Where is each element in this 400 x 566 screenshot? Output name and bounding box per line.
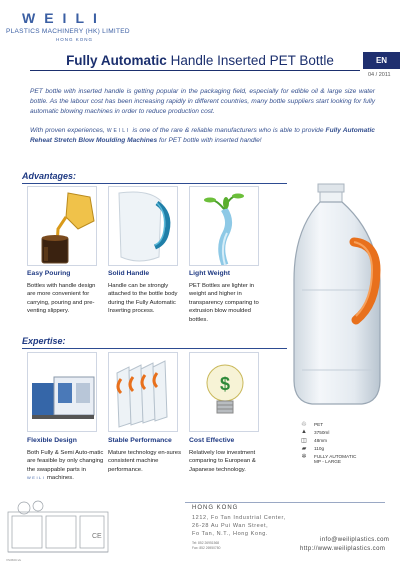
title-rest: Handle Inserted PET Bottle (166, 53, 334, 68)
advantage-3-title: Light Weight (189, 270, 231, 277)
spec-row (300, 436, 396, 444)
address-line-1: 1212, Fo Tan Industrial Center, (192, 515, 286, 521)
expertise-2-text: Mature technology en-sures consistent machine performance. (108, 450, 182, 473)
footer-rule (185, 502, 385, 503)
company-city: HONG KONG (56, 37, 94, 42)
brand-inline: WEILI (106, 128, 131, 134)
advantage-1-text: Bottles with handle design are more convenient for carrying, pouring and pre-venting slippery. (27, 283, 96, 315)
easy-pouring-image (27, 186, 97, 266)
intro-paragraph-1: PET bottle with inserted handle is getting popular in the packaging field, especially for edible oil & large size water bottle. As the labour cost has been increasing rapidly in different countries, many bottle suppliers start looking for fully automatic blowing machines in order to reduce production cost. (30, 88, 375, 115)
spec-model: MP - LARGE (314, 458, 342, 464)
address-line-2: 26-28 Au Pui Wan Street, (192, 523, 269, 529)
advantage-2-title: Solid Handle (108, 270, 150, 277)
company-name: PLASTICS MACHINERY (HK) LIMITED (6, 28, 130, 35)
intro-bold: Fully Automatic Reheat Stretch Blow Moulding Machines (30, 127, 375, 144)
spec-mode: FULLY AUTOMATIC (314, 453, 357, 459)
email-link[interactable]: info@weiliplastics.com (320, 537, 390, 543)
expertise-3-title: Cost Effective (189, 437, 235, 444)
volume-icon: ▲ (301, 429, 307, 435)
advantage-1-title: Easy Pouring (27, 270, 71, 277)
spec-weight: 110g (314, 445, 325, 451)
language-badge: EN (363, 52, 400, 69)
stable-performance-image (108, 352, 178, 432)
advantages-rule (22, 183, 287, 184)
advantages-heading: Advantages: (22, 171, 77, 181)
intro-text: for PET bottle with inserted handle! (157, 137, 262, 144)
issue-date: 04 / 2011 (368, 72, 391, 78)
intro-text: is one of the rare & reliable manufacturers who is able to provide (130, 127, 326, 134)
neck-icon: ◫ (301, 437, 307, 444)
expertise-heading: Expertise: (22, 336, 66, 346)
expertise-rule (22, 348, 287, 349)
expertise-1-text-b: machines. (45, 475, 74, 482)
title-rule (30, 70, 360, 71)
fax: Fax: 852 26950780 (192, 546, 221, 550)
office-city: HONG KONG (192, 505, 239, 511)
address-line-3: Fo Tan, N.T., Hong Kong. (192, 531, 269, 537)
expertise-1-text (27, 449, 105, 483)
svg-text:$: $ (219, 374, 231, 394)
expertise-1-title: Flexible Design (27, 437, 77, 444)
machine-drawing (4, 498, 116, 558)
flexible-design-image (27, 352, 97, 432)
machine-icon: ✲ (301, 453, 307, 460)
weight-icon: ▰ (301, 445, 307, 452)
logo-wordmark: WEILI (22, 10, 106, 26)
intro-text: With proven experiences, (30, 127, 107, 134)
cost-effective-image (189, 352, 259, 432)
spec-neck: 48mm (314, 437, 328, 443)
title-bold: Fully Automatic (66, 53, 167, 68)
spec-volume: 3750ml (314, 429, 330, 435)
advantage-2-text: Handle can be strongly attached to the bottle body during the Fully Automatic Inserting process. (108, 283, 178, 315)
page-title (0, 53, 400, 68)
website-link[interactable]: http://www.weiliplastics.com (300, 546, 386, 552)
spec-material: PET (314, 421, 324, 427)
spec-row (300, 444, 396, 452)
intro-paragraph-2 (30, 126, 375, 146)
advantage-3-text: PET Bottles are lighter in weight and higher in transparency comparing to extrusion blow moulded bottles. (189, 283, 259, 323)
spec-row (300, 420, 396, 428)
expertise-1-text-a: Both Fully & Semi Auto-matic are feasible by only changing the swappable parts in (27, 450, 104, 473)
spec-row (300, 428, 396, 436)
pet-bottle-image (272, 170, 400, 410)
expertise-3-text: Relatively low investment comparing to European & Japanese technology. (189, 450, 256, 473)
light-weight-image (189, 186, 259, 266)
expertise-2-title: Stable Performance (108, 437, 172, 444)
recycle-icon: ♲ (301, 421, 307, 428)
model-code: VS3600-Ve (6, 558, 22, 562)
spec-list (300, 420, 396, 465)
telephone: Tel: 852 26951568 (192, 541, 220, 545)
brand-inline: WEILI (27, 475, 46, 481)
svg-text:CE: CE (92, 533, 102, 540)
solid-handle-image (108, 186, 178, 266)
